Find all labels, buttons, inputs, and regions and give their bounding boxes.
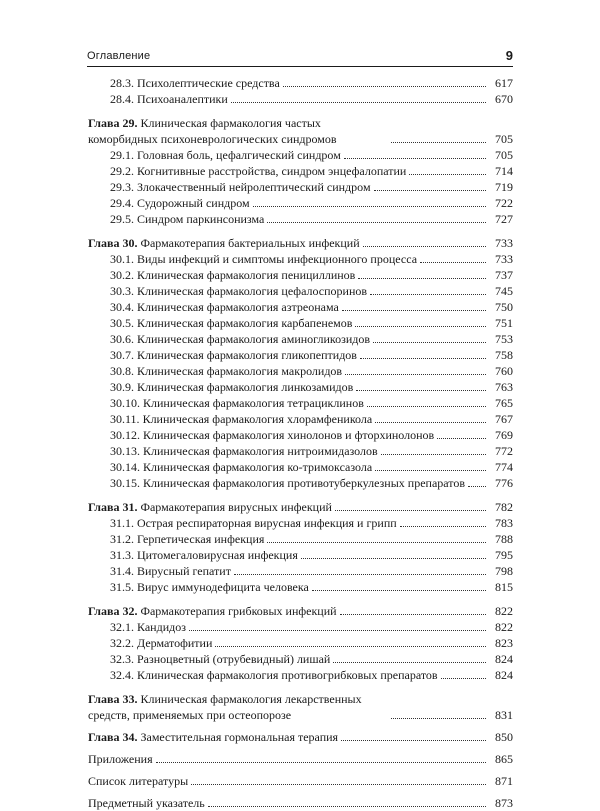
- toc-entry[interactable]: [88, 443, 513, 459]
- entry-title: Клиническая фармакология цефалоспоринов: [137, 284, 368, 298]
- entry-number: 30.13.: [110, 444, 140, 458]
- entry-title: Психолептические средства: [137, 76, 280, 90]
- entry-title: Виды инфекций и симптомы инфекционного процесса: [137, 252, 418, 266]
- toc-entry[interactable]: [88, 563, 513, 579]
- dot-leader: [340, 613, 486, 615]
- entry-number: 28.4.: [110, 92, 134, 106]
- dot-leader: [341, 739, 486, 741]
- toc-entry[interactable]: [88, 363, 513, 379]
- entry-page: 772: [495, 444, 513, 458]
- toc-entry[interactable]: [88, 531, 513, 547]
- entry-title: Список литературы: [88, 774, 189, 788]
- dot-leader: [355, 325, 486, 327]
- toc-entry[interactable]: [88, 267, 513, 283]
- entry-number: 30.3.: [110, 284, 134, 298]
- entry-page: 745: [495, 284, 513, 298]
- entry-number: 30.11.: [110, 412, 140, 426]
- entry-title: Дерматофитии: [137, 636, 213, 650]
- entry-title: Клиническая фармакология гликопептидов: [137, 348, 357, 362]
- entry-page: 823: [495, 636, 513, 650]
- dot-leader: [437, 437, 486, 439]
- dot-leader: [301, 557, 486, 559]
- dot-leader: [234, 573, 486, 575]
- chapter-label: Глава 34.: [88, 730, 138, 744]
- entry-title: Герпетическая инфекция: [137, 532, 265, 546]
- dot-leader: [335, 509, 486, 511]
- entry-page: 617: [495, 76, 513, 90]
- chapter-title: Фармакотерапия вирусных инфекций: [140, 500, 332, 514]
- toc-entry[interactable]: [88, 651, 513, 667]
- entry-title: Клиническая фармакология противогрибковых препаратов: [137, 668, 438, 682]
- dot-leader: [374, 189, 486, 191]
- dot-leader: [267, 221, 486, 223]
- dot-leader: [215, 645, 486, 647]
- chapter-title: Фармакотерапия грибковых инфекций: [140, 604, 337, 618]
- toc-entry[interactable]: [88, 395, 513, 411]
- entry-page: 760: [495, 364, 513, 378]
- toc-entry[interactable]: [88, 635, 513, 651]
- entry-page: 871: [495, 774, 513, 788]
- entry-page: 782: [495, 500, 513, 514]
- entry-page: 865: [495, 752, 513, 766]
- entry-page: 850: [495, 730, 513, 744]
- entry-page: 788: [495, 532, 513, 546]
- chapter-title: Заместительная гормональная терапия: [140, 730, 339, 744]
- toc-entry[interactable]: [88, 475, 513, 491]
- entry-title: Кандидоз: [137, 620, 186, 634]
- entry-page: 758: [495, 348, 513, 362]
- entry-page: 822: [495, 620, 513, 634]
- entry-number: 30.2.: [110, 268, 134, 282]
- entry-title: Судорожный синдром: [137, 196, 250, 210]
- entry-page: 763: [495, 380, 513, 394]
- entry-title: Клиническая фармакология нитроимидазолов: [143, 444, 378, 458]
- entry-number: 32.1.: [110, 620, 134, 634]
- toc-chapter-33[interactable]: [88, 691, 513, 723]
- chapter-title: Фармакотерапия бактериальных инфекций: [140, 236, 360, 250]
- dot-leader: [231, 101, 486, 103]
- entry-title: Когнитивные расстройства, синдром энцефалопатии: [137, 164, 407, 178]
- toc-entry[interactable]: [88, 667, 513, 683]
- entry-title: Предметный указатель: [88, 796, 205, 810]
- toc-entry[interactable]: [88, 411, 513, 427]
- entry-page: 737: [495, 268, 513, 282]
- toc-entry[interactable]: [88, 195, 513, 211]
- toc-entry[interactable]: [88, 515, 513, 531]
- toc-entry[interactable]: [88, 251, 513, 267]
- entry-page: 815: [495, 580, 513, 594]
- toc-entry[interactable]: [88, 163, 513, 179]
- entry-title: Синдром паркинсонизма: [137, 212, 265, 226]
- entry-title: Клиническая фармакология пенициллинов: [137, 268, 356, 282]
- dot-leader: [267, 541, 486, 543]
- entry-number: 29.1.: [110, 148, 134, 162]
- entry-number: 30.6.: [110, 332, 134, 346]
- dot-leader: [356, 389, 486, 391]
- entry-page: 798: [495, 564, 513, 578]
- entry-number: 32.2.: [110, 636, 134, 650]
- toc-entry[interactable]: [88, 315, 513, 331]
- dot-leader: [358, 277, 486, 279]
- chapter-label: Глава 33.: [88, 692, 138, 706]
- entry-number: 31.1.: [110, 516, 134, 530]
- toc-entry[interactable]: [88, 459, 513, 475]
- entry-page: 824: [495, 652, 513, 666]
- entry-number: 29.4.: [110, 196, 134, 210]
- entry-title: Головная боль, цефалгический синдром: [137, 148, 341, 162]
- entry-page: 670: [495, 92, 513, 106]
- dot-leader: [156, 761, 486, 763]
- running-header: [87, 48, 513, 66]
- toc-entry[interactable]: [88, 547, 513, 563]
- toc-entry[interactable]: [88, 299, 513, 315]
- entry-page: 822: [495, 604, 513, 618]
- entry-number: 30.10.: [110, 396, 140, 410]
- entry-title: Клиническая фармакология противотуберкулезных препаратов: [143, 476, 466, 490]
- toc-entry[interactable]: [88, 211, 513, 227]
- toc-chapter-32[interactable]: [88, 603, 513, 619]
- entry-title: Клиническая фармакология хинолонов и фторхинолонов: [143, 428, 435, 442]
- entry-number: 30.9.: [110, 380, 134, 394]
- entry-title: Цитомегаловирусная инфекция: [137, 548, 298, 562]
- entry-number: 30.14.: [110, 460, 140, 474]
- entry-number: 30.7.: [110, 348, 134, 362]
- entry-number: 29.5.: [110, 212, 134, 226]
- dot-leader: [363, 245, 486, 247]
- dot-leader: [189, 629, 486, 631]
- entry-title: Острая респираторная вирусная инфекция и грипп: [137, 516, 397, 530]
- header-rule: [87, 66, 513, 67]
- entry-number: 28.3.: [110, 76, 134, 90]
- entry-title: Клиническая фармакология ко-тримоксазола: [143, 460, 373, 474]
- entry-page: 767: [495, 412, 513, 426]
- entry-number: 30.1.: [110, 252, 134, 266]
- entry-page: 774: [495, 460, 513, 474]
- dot-leader: [381, 453, 486, 455]
- entry-page: 783: [495, 516, 513, 530]
- chapter-label: Глава 32.: [88, 604, 138, 618]
- entry-title: Клиническая фармакология аминогликозидов: [137, 332, 371, 346]
- entry-title: Злокачественный нейролептический синдром: [137, 180, 371, 194]
- dot-leader: [191, 783, 486, 785]
- entry-page: 795: [495, 548, 513, 562]
- dot-leader: [391, 717, 486, 719]
- entry-number: 31.4.: [110, 564, 134, 578]
- entry-title: Приложения: [88, 752, 153, 766]
- dot-leader: [333, 661, 486, 663]
- entry-number: 30.4.: [110, 300, 134, 314]
- chapter-label: Глава 31.: [88, 500, 138, 514]
- entry-page: 824: [495, 668, 513, 682]
- chapter-title: Клиническая фармакология лекарственных средств, применяемых при остеопорозе: [88, 692, 362, 722]
- toc-appendix[interactable]: [88, 751, 513, 767]
- dot-leader: [420, 261, 486, 263]
- entry-title: Вирусный гепатит: [137, 564, 231, 578]
- dot-leader: [367, 405, 486, 407]
- dot-leader: [360, 357, 486, 359]
- dot-leader: [253, 205, 486, 207]
- entry-title: Клиническая фармакология макролидов: [137, 364, 343, 378]
- entry-number: 30.8.: [110, 364, 134, 378]
- entry-page: 733: [495, 252, 513, 266]
- entry-page: 753: [495, 332, 513, 346]
- dot-leader: [468, 485, 486, 487]
- entry-page: 750: [495, 300, 513, 314]
- toc-chapter-31[interactable]: [88, 499, 513, 515]
- chapter-label: Глава 30.: [88, 236, 138, 250]
- toc-entry[interactable]: [88, 75, 513, 91]
- toc-entry[interactable]: [88, 619, 513, 635]
- chapter-label: Глава 29.: [88, 116, 138, 130]
- dot-leader: [400, 525, 486, 527]
- running-header-title: Оглавление: [87, 50, 151, 62]
- entry-page: 769: [495, 428, 513, 442]
- entry-page: 776: [495, 476, 513, 490]
- dot-leader: [441, 677, 486, 679]
- page-number: 9: [505, 48, 513, 63]
- dot-leader: [391, 141, 486, 143]
- entry-page: 831: [495, 708, 513, 722]
- entry-title: Клиническая фармакология карбапенемов: [137, 316, 353, 330]
- entry-number: 29.3.: [110, 180, 134, 194]
- dot-leader: [345, 373, 486, 375]
- entry-title: Клиническая фармакология тетрациклинов: [143, 396, 364, 410]
- dot-leader: [312, 589, 486, 591]
- toc-entry[interactable]: [88, 379, 513, 395]
- entry-page: 714: [495, 164, 513, 178]
- entry-number: 30.5.: [110, 316, 134, 330]
- toc-chapter-34[interactable]: [88, 729, 513, 745]
- entry-number: 29.2.: [110, 164, 134, 178]
- toc-entry[interactable]: [88, 347, 513, 363]
- toc-entry[interactable]: [88, 147, 513, 163]
- entry-title: Клиническая фармакология линкозамидов: [137, 380, 354, 394]
- entry-number: 30.15.: [110, 476, 140, 490]
- entry-page: 765: [495, 396, 513, 410]
- dot-leader: [373, 341, 486, 343]
- entry-page: 719: [495, 180, 513, 194]
- dot-leader: [344, 157, 486, 159]
- entry-number: 31.5.: [110, 580, 134, 594]
- toc-index[interactable]: [88, 795, 513, 811]
- entry-page: 751: [495, 316, 513, 330]
- entry-number: 31.2.: [110, 532, 134, 546]
- toc-entry[interactable]: [88, 331, 513, 347]
- chapter-title: Клиническая фармакология частых коморбидных психоневрологических синдромов: [88, 116, 337, 146]
- entry-number: 32.4.: [110, 668, 134, 682]
- entry-page: 733: [495, 236, 513, 250]
- dot-leader: [208, 805, 486, 807]
- entry-page: 873: [495, 796, 513, 810]
- table-of-contents: [88, 75, 513, 811]
- entry-page: 722: [495, 196, 513, 210]
- toc-entry[interactable]: [88, 579, 513, 595]
- toc-entry[interactable]: [88, 91, 513, 107]
- dot-leader: [283, 85, 486, 87]
- entry-title: Вирус иммунодефицита человека: [137, 580, 309, 594]
- entry-number: 31.3.: [110, 548, 134, 562]
- toc-chapter-29[interactable]: [88, 115, 513, 147]
- dot-leader: [342, 309, 486, 311]
- toc-references[interactable]: [88, 773, 513, 789]
- entry-page: 705: [495, 148, 513, 162]
- toc-entry[interactable]: [88, 179, 513, 195]
- dot-leader: [375, 469, 486, 471]
- toc-chapter-30[interactable]: [88, 235, 513, 251]
- entry-page: 705: [495, 132, 513, 146]
- dot-leader: [375, 421, 486, 423]
- entry-title: Клиническая фармакология хлорамфеникола: [142, 412, 373, 426]
- toc-entry[interactable]: [88, 283, 513, 299]
- entry-title: Разноцветный (отрубевидный) лишай: [137, 652, 331, 666]
- dot-leader: [409, 173, 486, 175]
- dot-leader: [370, 293, 486, 295]
- entry-number: 32.3.: [110, 652, 134, 666]
- entry-title: Клиническая фармакология азтреонама: [137, 300, 339, 314]
- entry-number: 30.12.: [110, 428, 140, 442]
- entry-title: Психоаналептики: [137, 92, 228, 106]
- entry-page: 727: [495, 212, 513, 226]
- toc-entry[interactable]: [88, 427, 513, 443]
